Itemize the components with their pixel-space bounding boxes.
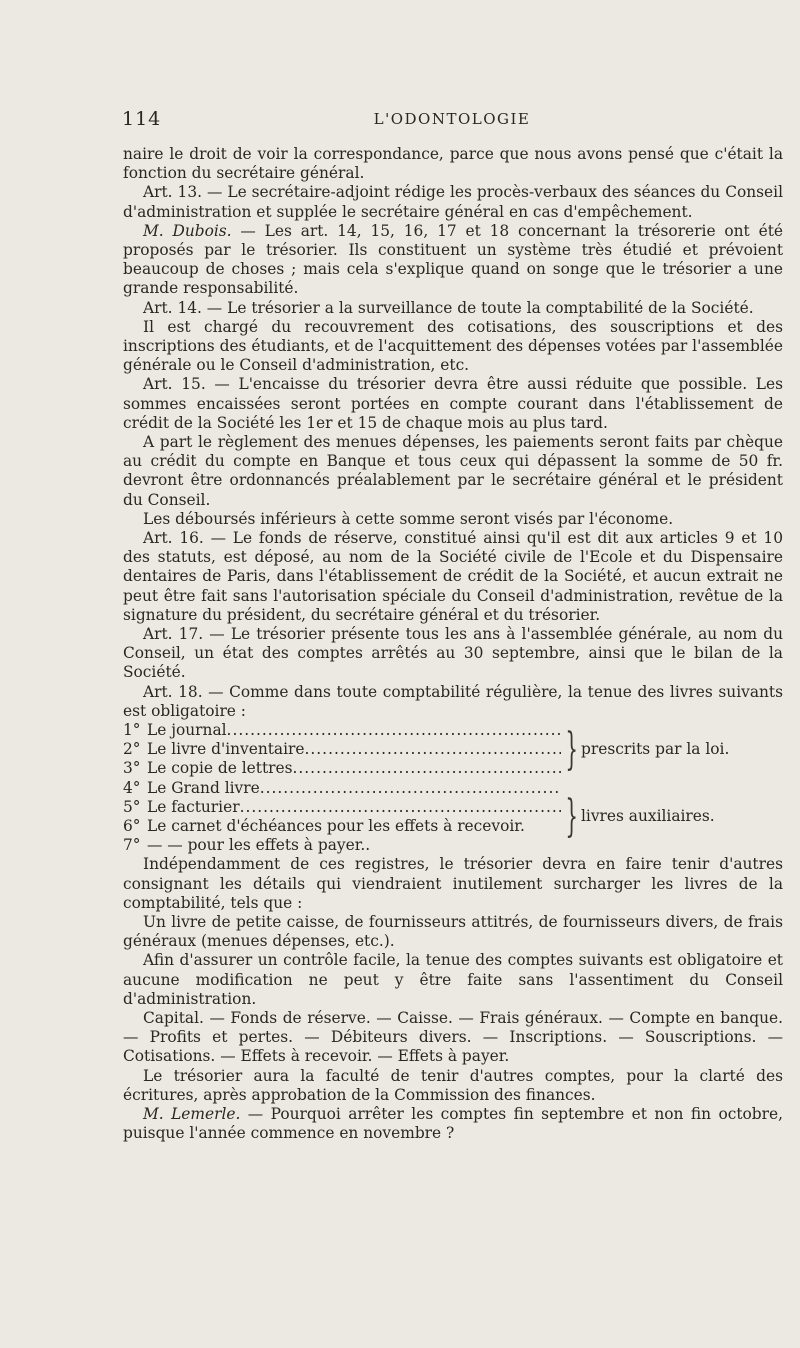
list-item: 3° Le copie de lettres .....: [123, 759, 561, 778]
paragraph: Art. 14. — Le trésorier a la surveillance de toute la comptabilité de la Société.: [143, 298, 754, 317]
paragraph: Art. 16. — Le fonds de réserve, constitué ainsi qu'il est dit aux articles 9 et 10 des statuts, est déposé, au nom de la Société civile de l'Ecole et du Dispensaire dentaires de Paris, dans l'établissement de crédit de la Société, et aucun extrait ne peut être fait sans l'autorisation spéciale du Conseil d'administration, revêtue de la signature du président, du secrétaire général et du trésorier.: [123, 529, 783, 624]
brace-icon: }: [565, 723, 578, 775]
books-group-auxiliary: [123, 779, 783, 856]
paragraph: naire le droit de voir la correspondance, parce que nous avons pensé que c'était la fonction du secrétaire général.: [123, 145, 783, 183]
paragraph: Afin d'assurer un contrôle facile, la tenue des comptes suivants est obligatoire et aucune modification ne peut y être faite sans l'assentiment du Conseil d'administration.: [123, 951, 783, 1008]
group-label: prescrits par la loi.: [581, 740, 730, 759]
paragraph: M. Lemerle. — Pourquoi arrêter les comptes fin septembre et non fin octobre, puisque l'année commence en novembre ?: [123, 1105, 784, 1143]
list-item: 2° Le livre d'inventaire .....: [123, 740, 561, 759]
list-item: 4° Le Grand livre .....: [123, 779, 561, 798]
paragraph: Indépendamment de ces registres, le trésorier devra en faire tenir d'autres consignant les détails qui viendraient inutilement surcharger les livres de la comptabilité, tels que :: [123, 855, 783, 912]
paragraph: A part le règlement des menues dépenses, les paiements seront faits par chèque au crédit du compte en Banque et tous ceux qui dépassent la somme de 50 fr. devront être ordonnancés préalablement par le secrétaire général et le président du Conseil.: [123, 433, 783, 509]
paragraph: Art. 17. — Le trésorier présente tous les ans à l'assemblée générale, au nom du Conseil, un état des comptes arrêtés au 30 septembre, ainsi que le bilan de la Société.: [123, 625, 783, 682]
running-header: [122, 108, 782, 134]
books-list: [123, 721, 783, 855]
speaker-name: M. Lemerle.: [143, 1105, 241, 1124]
paragraph: Le trésorier aura la faculté de tenir d'autres comptes, pour la clarté des écritures, après approbation de la Commission des finances.: [123, 1066, 783, 1104]
list-item: 7° — — pour les effets à payer..: [123, 836, 371, 855]
books-group-legal: [123, 721, 783, 779]
text-body: [123, 145, 783, 1143]
list-item: 6° Le carnet d'échéances pour les effets à recevoir.: [123, 817, 525, 836]
brace-icon: }: [565, 791, 578, 843]
paragraph: Art. 15. — L'encaisse du trésorier devra être aussi réduite que possible. Les sommes encaissées seront portées en compte courant dans l'établissement de crédit de la Société les 1er et 15 de chaque mois au plus tard.: [123, 375, 783, 432]
list-item: 1° Le journal .....: [123, 721, 561, 740]
running-title: L'ODONTOLOGIE: [373, 110, 531, 128]
list-item: 5° Le facturier .....: [123, 798, 561, 817]
paragraph: Art. 18. — Comme dans toute comptabilité régulière, la tenue des livres suivants est obligatoire :: [123, 682, 783, 720]
paragraph: Art. 13. — Le secrétaire-adjoint rédige les procès-verbaux des séances du Conseil d'administration et supplée le secrétaire général en cas d'empêchement.: [123, 183, 783, 221]
paragraph: M. Dubois. — Les art. 14, 15, 16, 17 et 18 concernant la trésorerie ont été proposés par le trésorier. Ils constituent un système très étudié et prévoient beaucoup de choses ; mais cela s'explique quand on songe que le trésorier a une grande responsabilité.: [123, 221, 783, 298]
paragraph: Capital. — Fonds de réserve. — Caisse. — Frais généraux. — Compte en banque. — Profits et pertes. — Débiteurs divers. — Inscriptions. — Souscriptions. — Cotisations. — Effets à recevoir. — Effets à payer.: [123, 1009, 783, 1066]
page-number: 114: [122, 108, 162, 130]
paragraph: Il est chargé du recouvrement des cotisations, des souscriptions et des inscriptions des étudiants, et de l'acquittement des dépenses votées par l'assemblée générale ou le Conseil d'administration, etc.: [123, 317, 783, 375]
speaker-name: M. Dubois.: [143, 221, 232, 240]
paragraph: Un livre de petite caisse, de fournisseurs attitrés, de fournisseurs divers, de frais généraux (menues dépenses, etc.).: [123, 913, 783, 951]
paragraph: Les déboursés inférieurs à cette somme seront visés par l'économe.: [143, 509, 674, 528]
group-label: livres auxiliaires.: [581, 807, 715, 826]
